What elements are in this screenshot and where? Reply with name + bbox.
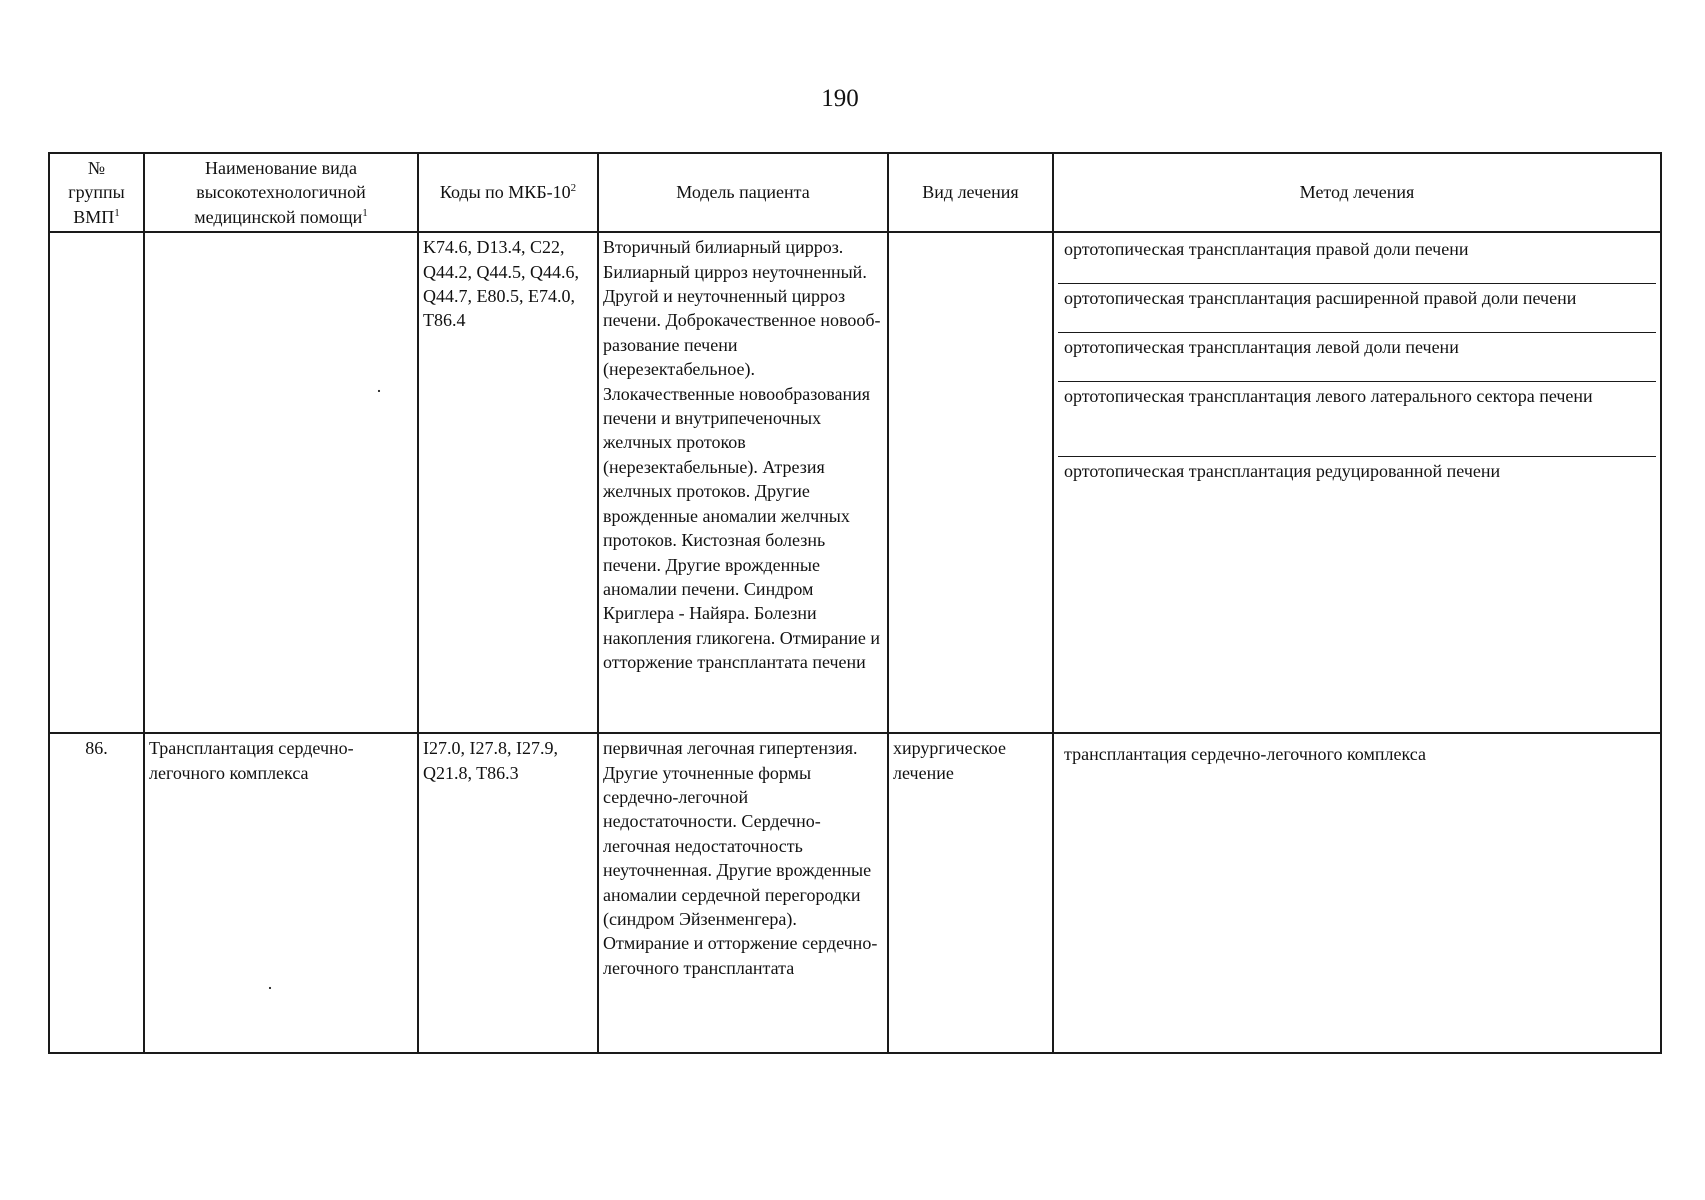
cell-name: Трансплантация сердечно-легочного комплекса: [144, 733, 418, 1053]
table-header-row: [49, 153, 1661, 232]
method-item: ортотопическая трансплантация левой доли печени: [1058, 333, 1656, 382]
cell-codes: K74.6, D13.4, C22, Q44.2, Q44.5, Q44.6, Q44.7, E80.5, E74.0, T86.4: [418, 232, 598, 733]
method-item: ортотопическая трансплантация правой доли печени: [1058, 235, 1656, 284]
method-item: ортотопическая трансплантация редуцированной печени: [1064, 461, 1501, 482]
method-item: ортотопическая трансплантация расширенной правой доли печени: [1058, 284, 1656, 333]
scan-speck: ·: [267, 978, 273, 998]
vmp-table: [48, 152, 1662, 1054]
cell-treatment-methods: [1053, 232, 1661, 733]
header-name-line2: высокотехнологичной: [196, 182, 366, 203]
cell-codes: I27.0, I27.8, I27.9, Q21.8, T86.3: [418, 733, 598, 1053]
cell-name: [144, 232, 418, 733]
header-group-no: [49, 153, 144, 232]
table-row: [49, 733, 1661, 1053]
header-name: [144, 153, 418, 232]
header-group-no-line2: группы: [68, 182, 125, 203]
page-number: 190: [821, 85, 859, 112]
header-group-no-footnote: 1: [114, 206, 120, 219]
method-item: трансплантация сердечно-легочного комплекса: [1064, 744, 1426, 765]
header-codes-label: Коды по МКБ-10: [439, 182, 571, 203]
header-group-no-line1: №: [87, 158, 106, 178]
cell-patient-model: первичная легочная гипертензия. Другие уточненные формы сердечно-легочной недостаточности. Сердечно-легочная недостаточность неуточненная. Другие врожденные аномалии сердечной перегородки (синдром Эйзенменгера). Отмирание и отторжение сердечно-легочного трансплантата: [598, 733, 888, 1053]
cell-treatment-type: [888, 232, 1053, 733]
header-treatment-type: Вид лечения: [888, 153, 1053, 232]
header-treatment-method: Метод лечения: [1053, 153, 1661, 232]
cell-group-no: [49, 232, 144, 733]
header-name-footnote: 1: [362, 206, 368, 219]
header-codes-footnote: 2: [570, 182, 577, 195]
cell-treatment-methods: [1053, 733, 1661, 1053]
header-group-no-line3: ВМП: [73, 206, 115, 227]
header-codes: [418, 153, 598, 232]
cell-treatment-type: хирургическое лечение: [888, 733, 1053, 1053]
scan-speck: ·: [376, 381, 382, 401]
table-row: [49, 232, 1661, 733]
header-patient-model: Модель пациента: [598, 153, 888, 232]
header-name-line3: медицинской помощи: [194, 206, 363, 227]
cell-group-no: 86.: [49, 733, 144, 1053]
header-name-line1: Наименование вида: [205, 158, 357, 178]
cell-patient-model: Вторичный билиарный цирроз. Билиарный цирроз неуточненный. Другой и неуточненный цирроз печени. Доброкачественное новооб- разование печени (нерезектабельное). Злокачественные новообразования печени и внутрипеченочных желчных протоков (нерезектабельные). Атрезия желчных протоков. Другие врожденные аномалии желчных протоков. Кистозная болезнь печени. Другие врожденные аномалии печени. Синдром Криглера - Найяра. Болезни накопления гликогена. Отмирание и отторжение трансплантата печени: [598, 232, 888, 733]
method-item: ортотопическая трансплантация левого латерального сектора печени: [1058, 382, 1656, 457]
